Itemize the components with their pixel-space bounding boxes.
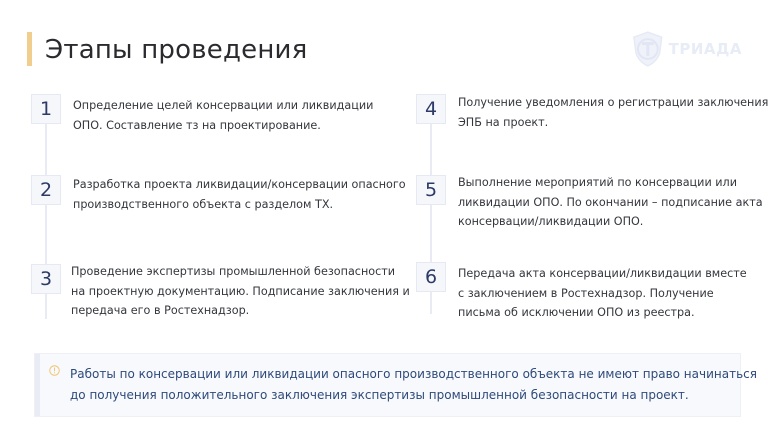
callout-text: Работы по консервации или ликвидации опасного производственного объекта не имеют право начинаться до получения положительного заключения экспертизы промышленной безопасности на проект. [70, 367, 757, 402]
title-accent-bar [27, 32, 32, 66]
shield-t-icon [632, 31, 664, 67]
step-number-box: 1 [31, 94, 61, 124]
step-number-box: 2 [31, 175, 61, 205]
step-text: Разработка проекта ликвидации/консервации опасного производственного объекта с разделом ТХ. [73, 178, 406, 211]
step-text: Выполнение мероприятий по консервации или ликвидации ОПО. По окончании – подписание акта консервации/ликвидации ОПО. [458, 176, 763, 228]
step-number-box: 4 [416, 94, 446, 124]
warning-circle-icon [49, 365, 60, 376]
step-text: Определение целей консервации или ликвидации ОПО. Составление тз на проектирование. [73, 99, 374, 132]
step-number-box: 5 [416, 175, 446, 205]
page-title: Этапы проведения [45, 35, 308, 65]
callout-accent-stripe [35, 354, 40, 416]
step-number-box: 3 [31, 264, 61, 294]
step-text: Получение уведомления о регистрации заключения ЭПБ на проект. [458, 96, 768, 129]
company-logo [632, 30, 742, 68]
step-number-box: 6 [416, 262, 446, 292]
logo-text: ТРИАДА [668, 40, 742, 58]
step-text: Передача акта консервации/ликвидации вместе с заключением в Ростехнадзор. Получение письма об исключении ОПО из реестра. [458, 267, 747, 319]
warning-callout [34, 353, 757, 417]
step-text: Проведение экспертизы промышленной безопасности на проектную документацию. Подписание заключения и передача его в Ростехнадзор. [71, 265, 410, 317]
